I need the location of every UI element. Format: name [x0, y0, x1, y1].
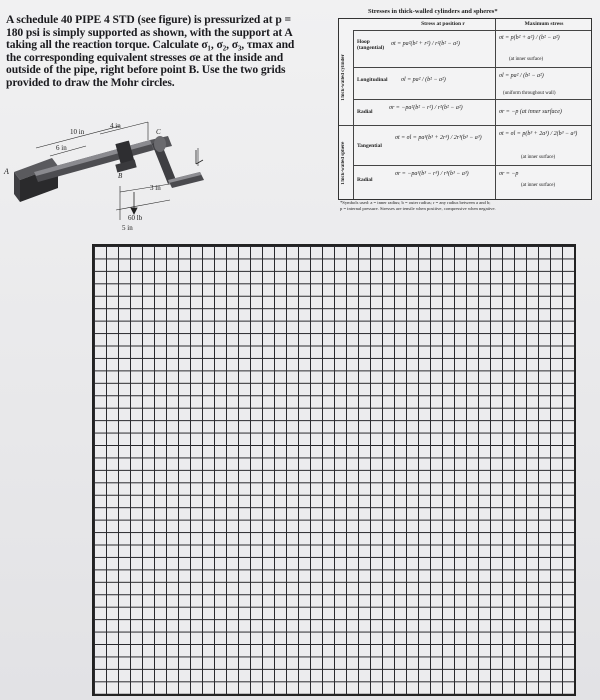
- table-caption: Stresses in thick-walled cylinders and spheres*: [368, 8, 498, 15]
- row-max-radial-sph: σr = −p: [499, 171, 519, 177]
- row-label-tangential: Tangential: [357, 143, 382, 149]
- footnote-line: p = internal pressure. Stresses are tensile when positive, compressive when negative.: [340, 206, 496, 211]
- problem-statement: [6, 14, 306, 90]
- row-formula-radial-sph: σr = −pa³(b³ − r³) / r³(b³ − a³): [395, 171, 469, 177]
- pipe-figure: [0, 100, 235, 240]
- row-formula-hoop: σt = pa²(b² + r²) / r²(b² − a²): [391, 41, 460, 47]
- row-formula-radial-cyl: σr = −pa²(b² − r²) / r²(b² − a²): [389, 105, 463, 111]
- dim-label-6in: 6 in: [56, 144, 67, 152]
- table-footnote: [340, 200, 592, 212]
- load-arrow: [131, 192, 137, 214]
- row-formula-longitudinal: σl = pa² / (b² − a²): [401, 77, 446, 83]
- load-label: 60 lb: [128, 214, 143, 222]
- dim-label-4in: 4 in: [110, 122, 121, 130]
- row-formula-tangential: σt = σl = pa³(b³ + 2r³) / 2r³(b³ − a³): [395, 135, 482, 141]
- problem-line: A schedule 40 PIPE 4 STD (see figure) is pressurized at p =: [6, 13, 291, 26]
- header-stress-at-position: Stress at position r: [421, 21, 465, 27]
- table-body: [338, 18, 592, 200]
- row-max-tangential: σt = σl = p(b³ + 2a³) / 2(b³ − a³): [499, 131, 578, 137]
- row-max-note-radial-sph: (at inner surface): [521, 183, 556, 188]
- footnote-line: *Symbols used: a = inner radius; b = outer radius; r = any radius between a and b;: [340, 200, 491, 205]
- point-label-b: B: [118, 172, 123, 180]
- dim-label-5in: 5 in: [122, 224, 133, 232]
- row-max-radial-cyl: σr = −p (at inner surface): [499, 109, 562, 115]
- row-label-hoop: Hoop (tangential): [357, 39, 385, 51]
- group-label-spheres: Thick-walled sphere: [341, 141, 346, 185]
- row-label-radial-sph: Radial: [357, 177, 373, 183]
- point-label-a: A: [4, 167, 9, 176]
- point-label-c: C: [156, 128, 161, 136]
- axis-marker: [196, 150, 203, 164]
- row-label-longitudinal: Longitudinal: [357, 77, 388, 83]
- group-label-cylinders: Thick-walled cylinder: [341, 54, 346, 102]
- problem-line: taking all the reaction torque. Calculate σ₁, σ₂, σ₃, τmax and: [6, 38, 295, 52]
- dim-label-3in: 3 in: [150, 184, 161, 192]
- header-max-stress: Maximum stress: [524, 21, 564, 27]
- stress-table: [328, 8, 594, 213]
- mohr-circle-grid: [92, 244, 576, 696]
- problem-line: the corresponding equivalent stresses σe at the inside and: [6, 50, 284, 64]
- row-max-longitudinal: σl = pa² / (b² − a²): [499, 73, 544, 79]
- row-max-note-longitudinal: (uniform throughout wall): [503, 91, 556, 96]
- row-max-note-tangential: (at inner surface): [521, 155, 556, 160]
- row-label-radial-cyl: Radial: [357, 109, 373, 115]
- row-max-hoop: σt = p(b² + a²) / (b² − a²): [499, 35, 560, 41]
- problem-line: outside of the pipe, right before point B. Use the two grids: [6, 63, 286, 77]
- problem-line: provided to draw the Mohr circles.: [6, 75, 175, 89]
- row-max-note-hoop: (at inner surface): [509, 57, 544, 62]
- support-block-a: [14, 158, 58, 202]
- dim-label-10in: 10 in: [70, 128, 85, 136]
- problem-line: 180 psi is simply supported as shown, with the support at A: [6, 25, 293, 39]
- end-cap: [154, 136, 166, 152]
